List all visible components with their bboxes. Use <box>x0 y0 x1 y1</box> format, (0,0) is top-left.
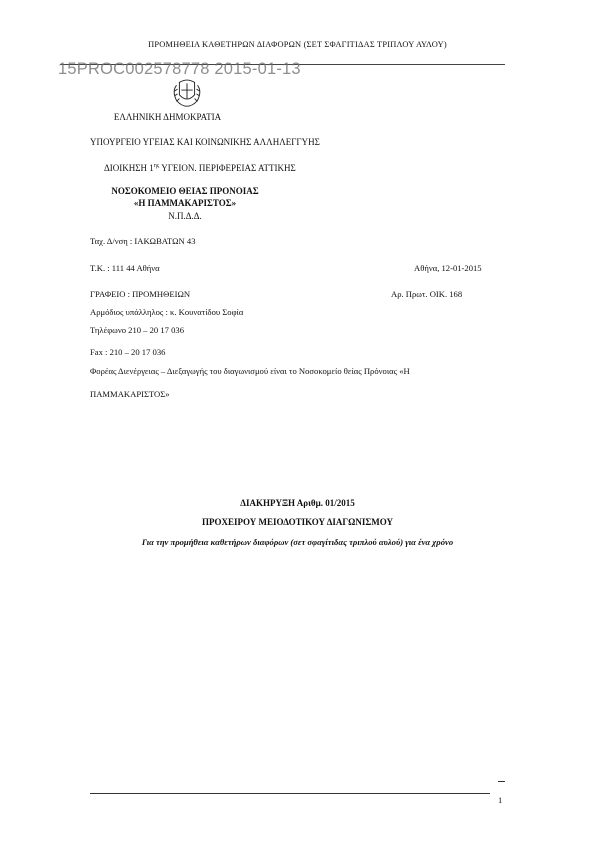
footer-page-mark <box>498 781 505 782</box>
phone-line: Τηλέφωνο 210 – 20 17 036 <box>90 325 185 335</box>
contracting-body-text-cont: ΠΑΜΜΑΚΑΡΙΣΤΟΣ» <box>90 389 170 399</box>
office-line: ΓΡΑΦΕΙΟ : ΠΡΟΜΗΘΕΙΩΝ <box>90 289 191 299</box>
greek-coat-of-arms-icon <box>168 72 206 110</box>
protocol-number: Αρ. Πρωτ. ΟΙΚ. 168 <box>391 289 463 299</box>
republic-heading: ΕΛΛΗΝΙΚΗ ΔΗΜΟΚΡΑΤΙΑ <box>113 112 222 122</box>
administration-suffix: ΥΓΕΙΟΝ. ΠΕΡΙΦΕΡΕΙΑΣ ΑΤΤΙΚΗΣ <box>159 163 296 173</box>
administration-line <box>104 163 296 173</box>
proclamation-description: Για την προμήθεια καθετήρων διαφόρων (σετ σφαγίτιδας τριπλού αυλού) για ένα χρόνο <box>141 537 454 547</box>
running-header: ΠΡΟΜΗΘΕΙΑ ΚΑΘΕΤΗΡΩΝ ΔΙΑΦΟΡΩΝ (ΣΕΤ ΣΦΑΓΙΤΙΔΑΣ ΤΡΙΠΛΟΥ ΑΥΛΟΥ) <box>148 40 447 49</box>
legal-form: Ν.Π.Δ.Δ. <box>168 211 202 221</box>
postal-code-line: Τ.Κ. : 111 44 Αθήνα <box>90 263 160 273</box>
document-stamp: 15PROC002578778 2015-01-13 <box>58 60 301 78</box>
footer-divider <box>90 793 490 794</box>
page-number: 1 <box>498 795 503 805</box>
contracting-body-text: Φορέας Διενέργειας – Διεξαγωγής του διαγωνισμού είναι το Νοσοκομείο θείας Πρόνοιας «Η <box>90 366 410 376</box>
hospital-subtitle: «Η ΠΑΜΜΑΚΑΡΙΣΤΟΣ» <box>133 198 237 208</box>
administration-prefix: ΔΙΟΙΚΗΣΗ 1 <box>104 163 154 173</box>
address-line: Ταχ. Δ/νση : ΙΑΚΩΒΑΤΩΝ 43 <box>90 236 196 246</box>
responsible-officer: Αρμόδιος υπάλληλος : κ. Κουνατίδου Σοφία <box>90 307 244 317</box>
fax-line: Fax : 210 – 20 17 036 <box>90 347 166 357</box>
ministry-line: ΥΠΟΥΡΓΕΙΟ ΥΓΕΙΑΣ ΚΑΙ ΚΟΙΝΩΝΙΚΗΣ ΑΛΛΗΛΕΓΓΥΗΣ <box>90 137 320 147</box>
proclamation-subtitle: ΠΡΟΧΕΙΡΟΥ ΜΕΙΟΔΟΤΙΚΟΥ ΔΙΑΓΩΝΙΣΜΟΥ <box>201 517 393 527</box>
hospital-name: ΝΟΣΟΚΟΜΕΙΟ ΘΕΙΑΣ ΠΡΟΝΟΙΑΣ <box>111 186 259 196</box>
proclamation-title: ΔΙΑΚΗΡΥΞΗ Αριθμ. 01/2015 <box>240 498 355 508</box>
administration-ordinal: ης <box>153 163 160 169</box>
document-date: Αθήνα, 12-01-2015 <box>414 263 482 273</box>
